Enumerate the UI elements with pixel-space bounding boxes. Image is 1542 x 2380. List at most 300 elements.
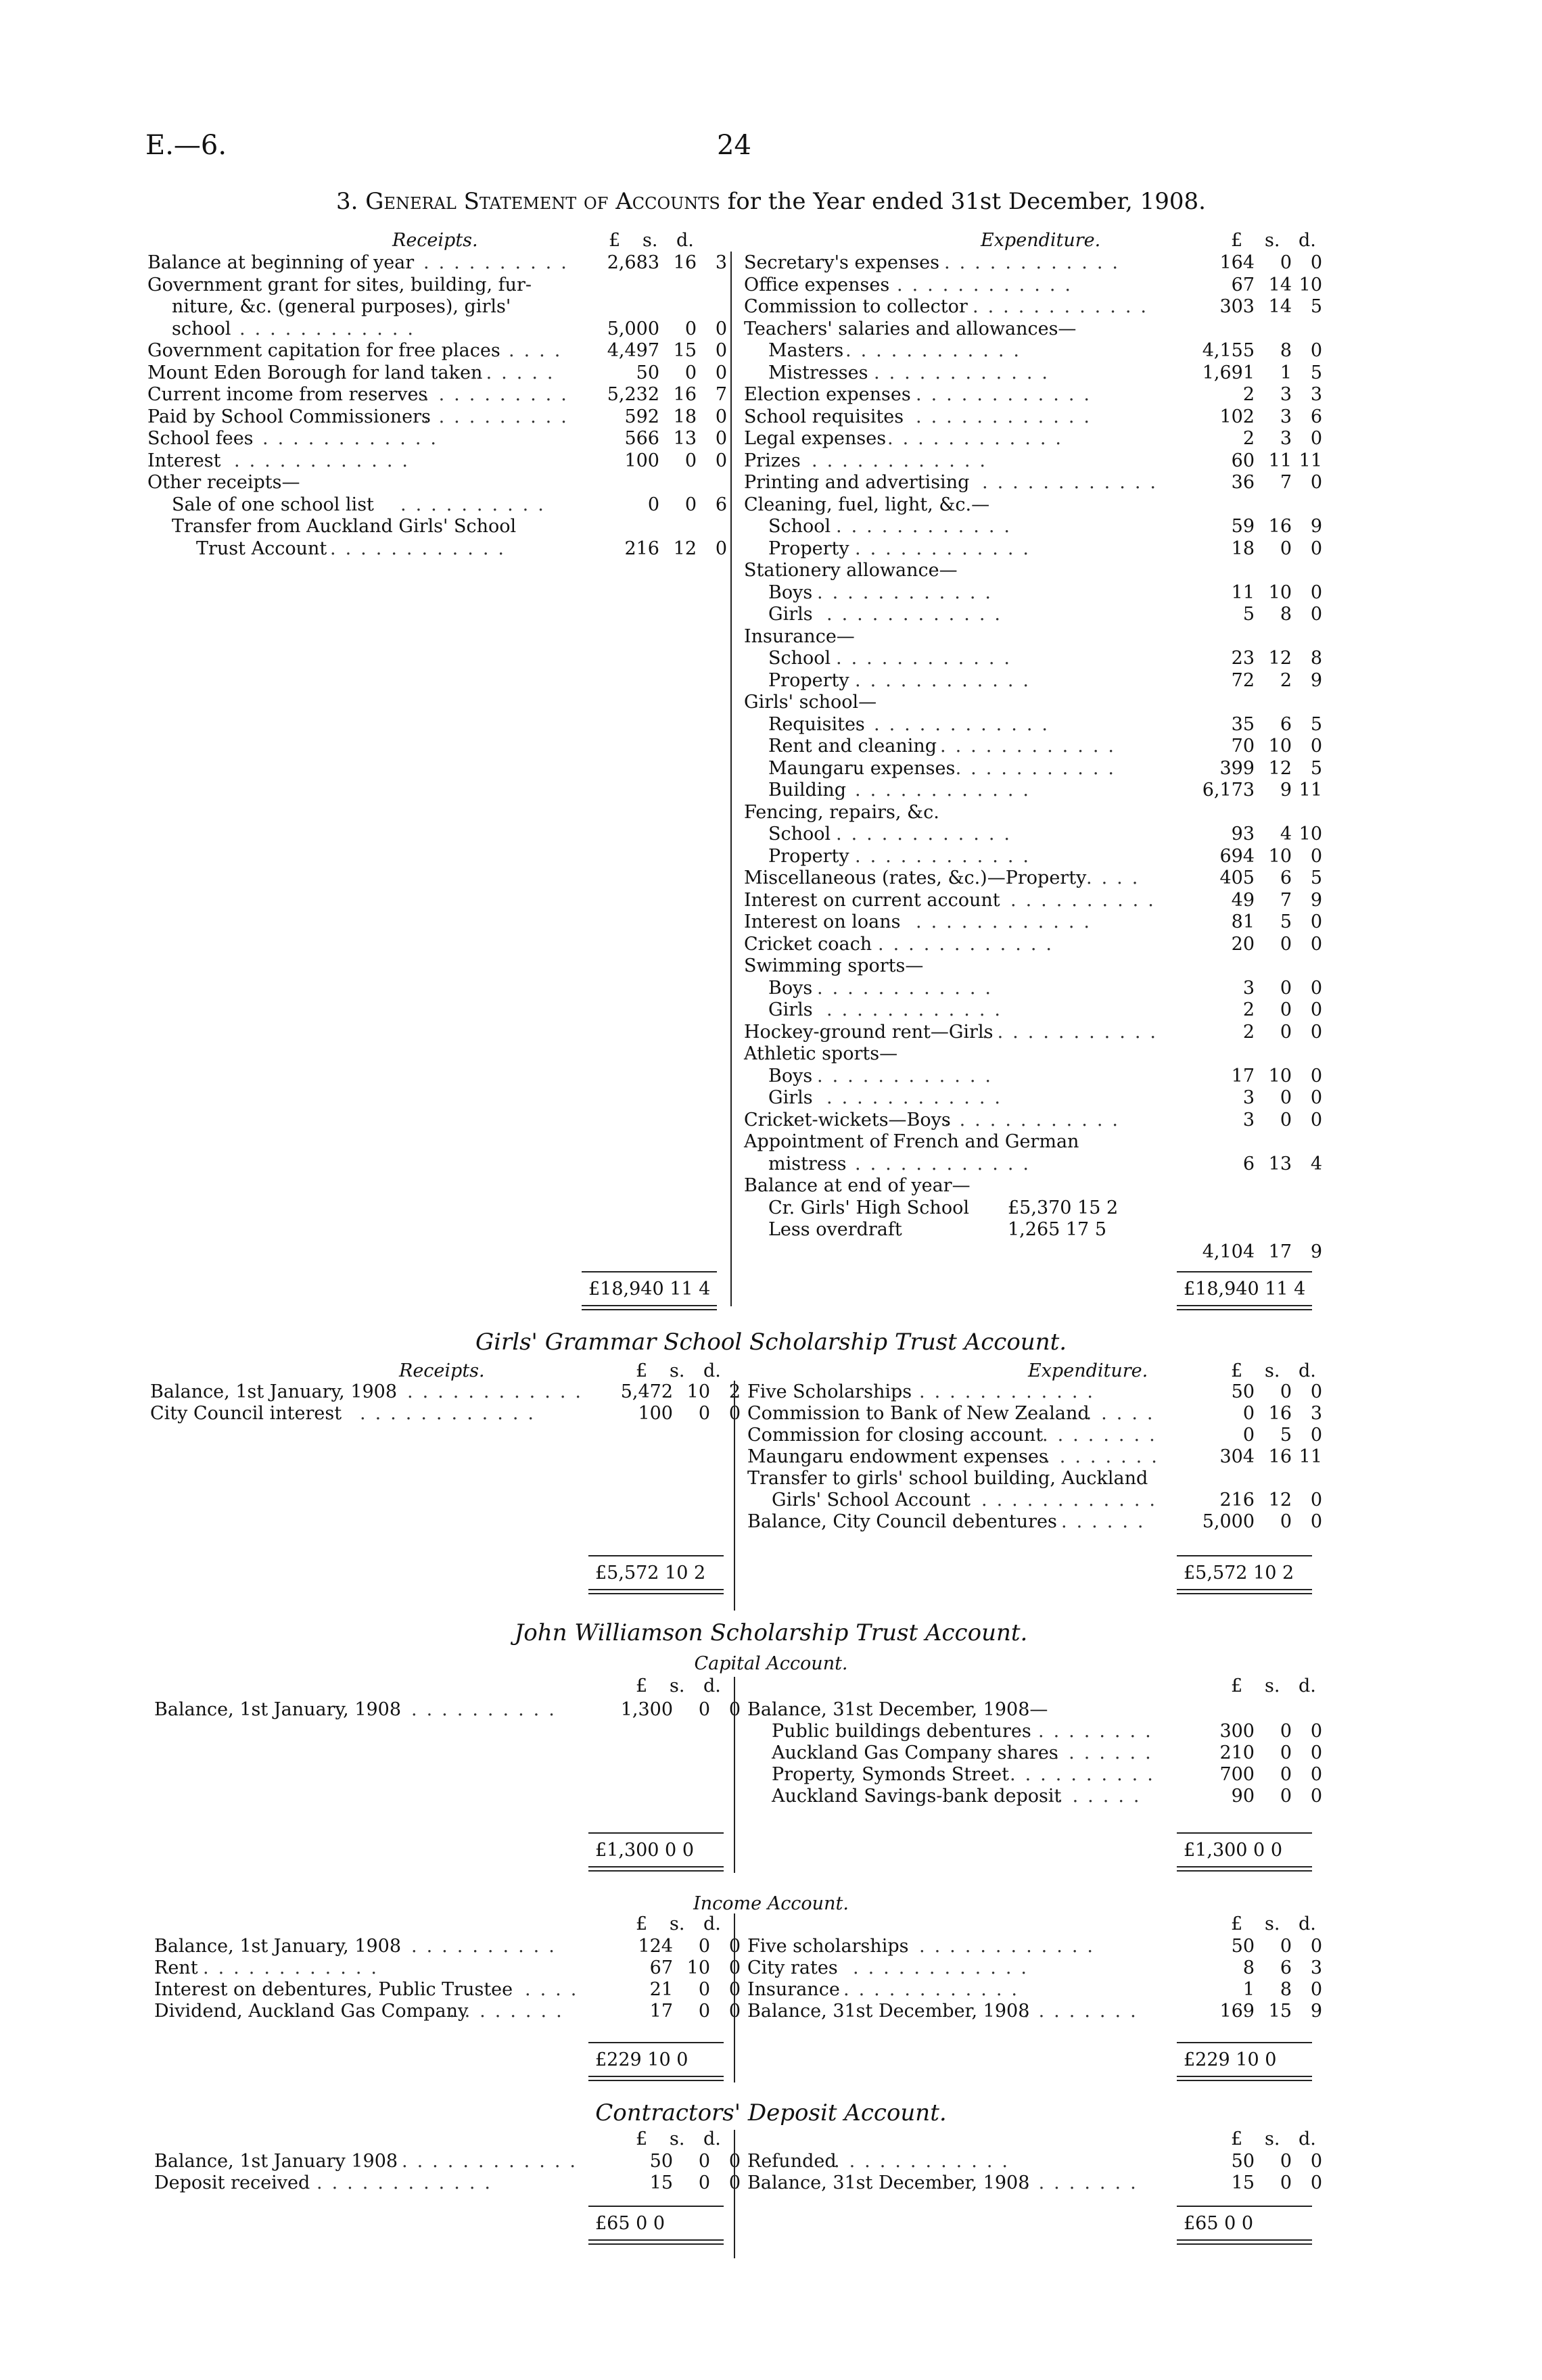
ledger-row-label: Government capitation for free places: [147, 340, 500, 361]
shillings-value: 0: [1280, 2151, 1292, 2172]
leader-dots: ............: [855, 538, 1038, 559]
pounds-value: 2,683: [607, 252, 659, 273]
shillings-value: 10: [1268, 1065, 1292, 1087]
pence-value: 0: [1310, 1021, 1322, 1043]
leader-dots: ..........: [1014, 1446, 1167, 1467]
leader-dots: ............: [826, 999, 1010, 1020]
leader-dots: ..........: [400, 494, 553, 515]
pounds-value: 67: [1231, 274, 1255, 295]
pence-value: 2: [728, 1381, 741, 1402]
contractors-title: Contractors' Deposit Account.: [595, 2099, 947, 2126]
unit-shillings: s.: [670, 2128, 685, 2149]
pence-value: 9: [1310, 889, 1322, 911]
amount: [1177, 1446, 1322, 1469]
pounds-value: 59: [1231, 516, 1255, 537]
ledger-row-label: Miscellaneous (rates, &c.)—Property: [744, 867, 1087, 888]
income-total-expenditure-rule-bottom2: [1177, 2080, 1312, 2081]
pounds-value: 100: [624, 450, 659, 471]
pounds-value: 1,300: [620, 1699, 673, 1720]
shillings-value: 0: [698, 1979, 710, 2000]
ledger-row-label: Teachers' salaries and allowances—: [744, 318, 1077, 339]
contractors-total-expenditure: £65 0 0: [1184, 2213, 1254, 2234]
pence-value: 11: [1299, 1446, 1322, 1467]
leader-dots: ..........: [411, 1699, 564, 1720]
ledger-row-label: School requisites: [744, 406, 904, 427]
pence-value: 6: [1310, 406, 1322, 427]
ledger-row-label: Office expenses: [744, 274, 890, 295]
income-total-receipts-rule-bottom: [588, 2076, 724, 2077]
ledger-row-label: Secretary's expenses: [744, 252, 939, 273]
amount: [1177, 1510, 1322, 1533]
ledger-row-label: mistress: [768, 1153, 847, 1174]
shillings-value: 12: [673, 538, 697, 559]
pence-value: 0: [1310, 1742, 1322, 1763]
amount: [1177, 647, 1322, 670]
shillings-value: 16: [1268, 1403, 1292, 1424]
shillings-value: 10: [1268, 581, 1292, 603]
shillings-value: 8: [1280, 340, 1292, 361]
pounds-value: 169: [1219, 2001, 1255, 2022]
ledger-row-label: Balance at beginning of year: [147, 252, 415, 273]
amount: [1177, 889, 1322, 912]
expenditure-heading: Expenditure.: [981, 230, 1101, 251]
ledger-row-label: Hockey-ground rent—Girls: [744, 1021, 994, 1043]
shillings-value: 0: [1280, 1721, 1292, 1742]
amount: [1177, 2150, 1322, 2173]
unit-pounds: £: [1231, 1360, 1243, 1381]
shillings-value: 16: [1268, 1446, 1292, 1467]
amount: [1177, 2000, 1322, 2023]
pounds-value: 35: [1231, 713, 1255, 735]
shillings-value: 3: [1280, 428, 1292, 449]
ledger-row-label: Insurance: [747, 1979, 840, 2000]
ledger-row-label: Property: [768, 845, 849, 867]
amount: [1177, 1381, 1322, 1404]
ledger-row-label: Mount Eden Borough for land taken: [147, 362, 483, 383]
shillings-value: 0: [684, 362, 697, 383]
shillings-value: 0: [1280, 252, 1292, 273]
ledger-row-label: Balance, 31st December, 1908—: [747, 1699, 1048, 1720]
pounds-value: 2: [1242, 428, 1255, 449]
leader-dots: ............: [919, 1381, 1102, 1402]
pounds-value: 0: [1242, 1403, 1255, 1424]
leader-dots: ........: [449, 2001, 571, 2022]
pence-value: 0: [715, 318, 727, 339]
leader-dots: ............: [836, 824, 1019, 844]
unit-pence: d.: [703, 1913, 721, 1934]
pence-value: 0: [1310, 1721, 1322, 1742]
shillings-value: 7: [1280, 472, 1292, 493]
ledger-row-label: Balance, 1st January, 1908: [154, 1936, 402, 1957]
girls-center-rule: [734, 1381, 735, 1611]
capital-total-receipts-rule-top: [588, 1832, 724, 1834]
amount: [1177, 1935, 1322, 1958]
ledger-row-label: Current income from reserves: [147, 384, 428, 405]
leader-dots: ............: [239, 318, 423, 339]
leader-dots: ....: [1086, 867, 1148, 888]
ledger-row-label: Refunded: [747, 2151, 837, 2172]
pence-value: 0: [728, 2001, 741, 2022]
leader-dots: ............: [845, 340, 1029, 361]
leader-dots: ..........: [1010, 1764, 1163, 1785]
shillings-value: 0: [1280, 1742, 1292, 1763]
pounds-value: 11: [1231, 581, 1255, 603]
capital-total-expenditure-rule-bottom: [1177, 1866, 1312, 1867]
amount: [1177, 867, 1322, 890]
ledger-row-label: Girls: [768, 999, 813, 1020]
pence-value: 0: [1310, 1979, 1322, 2000]
unit-pounds: £: [1231, 1675, 1243, 1696]
contractors-center-rule: [734, 2130, 735, 2258]
girls-total-receipts: £5,572 10 2: [595, 1563, 706, 1584]
pence-value: 0: [1310, 252, 1322, 273]
shillings-value: 12: [1268, 757, 1292, 779]
pounds-value: 0: [1242, 1425, 1255, 1446]
pounds-value: 0: [647, 494, 659, 515]
shillings-value: 7: [1280, 889, 1292, 911]
pence-value: 9: [1310, 516, 1322, 537]
pounds-value: 300: [1219, 1721, 1255, 1742]
contractors-total-receipts-rule-bottom: [588, 2239, 724, 2241]
shillings-value: 0: [1280, 977, 1292, 999]
pence-value: 5: [1310, 296, 1322, 317]
shillings-value: 16: [1268, 516, 1292, 537]
amount: [595, 1978, 741, 2001]
unit-pence: d.: [703, 1675, 721, 1696]
contractors-total-receipts: £65 0 0: [595, 2213, 665, 2234]
amount: [595, 1402, 741, 1425]
general-statement-title: [0, 188, 1542, 215]
pounds-value: 5,232: [607, 384, 659, 405]
pence-value: 11: [1299, 450, 1322, 471]
pence-value: 0: [728, 1936, 741, 1957]
leader-dots: ......: [1071, 1403, 1163, 1424]
pence-value: 0: [1310, 1936, 1322, 1957]
pounds-value: 164: [1219, 252, 1255, 273]
leader-dots: ............: [855, 1153, 1038, 1174]
shillings-value: 0: [1280, 1786, 1292, 1807]
ledger-row-label: City rates: [747, 1957, 838, 1978]
leader-dots: ............: [407, 1381, 590, 1402]
pounds-value: 17: [649, 2001, 673, 2022]
ledger-row-label: Requisites: [768, 713, 865, 735]
pounds-value: 23: [1231, 648, 1255, 669]
ledger-row-label: Prizes: [744, 450, 801, 471]
pence-value: 0: [728, 1403, 741, 1424]
center-column-rule: [730, 252, 732, 1306]
girls-trust-title: Girls' Grammar School Scholarship Trust Account.: [475, 1329, 1067, 1356]
amount: [1177, 933, 1322, 956]
general-total-receipts-rule-bottom: [582, 1305, 717, 1306]
unit-pence: d.: [1299, 1913, 1316, 1934]
amount: [1177, 911, 1322, 934]
unit-shillings: s.: [1265, 1675, 1280, 1696]
shillings-value: 0: [698, 2151, 710, 2172]
pounds-value: 8: [1242, 1957, 1255, 1978]
amount: [595, 1698, 741, 1721]
pounds-value: 1,691: [1202, 362, 1255, 383]
pounds-value: 1: [1242, 1979, 1255, 2000]
ledger-row-label: Government grant for sites, building, fur-: [147, 274, 532, 295]
pounds-value: 304: [1219, 1446, 1255, 1467]
contractors-total-expenditure-rule-bottom2: [1177, 2243, 1312, 2245]
leader-dots: ............: [916, 406, 1099, 427]
williamson-title: John Williamson Scholarship Trust Account.: [514, 1619, 1028, 1646]
pounds-value: 15: [1231, 2172, 1255, 2193]
pounds-value: 100: [638, 1403, 673, 1424]
pence-value: 5: [1310, 713, 1322, 735]
shillings-value: 0: [684, 494, 697, 515]
pounds-value: 3: [1242, 1109, 1255, 1130]
ledger-row-label: Property, Symonds Street: [772, 1764, 1009, 1785]
leader-dots: ............: [843, 1979, 1027, 2000]
pounds-value: 5: [1242, 604, 1255, 625]
general-total-receipts-rule-top: [582, 1271, 717, 1272]
pence-value: 4: [1310, 1153, 1322, 1174]
unit-shillings: s.: [1265, 2128, 1280, 2149]
leader-dots: ............: [853, 1957, 1036, 1978]
leader-dots: ............: [878, 933, 1061, 955]
pence-value: 0: [715, 538, 727, 559]
ledger-row-label: Stationery allowance—: [744, 560, 958, 581]
amount: [1177, 735, 1322, 758]
general-total-expenditure: £18,940 11 4: [1184, 1279, 1306, 1300]
unit-shillings: s.: [670, 1675, 685, 1696]
leader-dots: ............: [982, 1021, 1165, 1043]
income-total-receipts-rule-top: [588, 2042, 724, 2043]
pence-value: 0: [715, 428, 727, 449]
capital-total-expenditure-rule-top: [1177, 1832, 1312, 1834]
leader-dots: ............: [817, 1065, 1000, 1087]
amount: [582, 406, 727, 429]
ledger-row-label: Five Scholarships: [747, 1381, 912, 1402]
ledger-row-label: Girls: [768, 1087, 813, 1108]
ledger-row-label: Cricket coach: [744, 933, 872, 955]
leader-dots: ............: [855, 845, 1038, 867]
general-total-expenditure-rule-bottom: [1177, 1305, 1312, 1306]
pounds-value: 4,155: [1202, 340, 1255, 361]
ledger-row-label: City Council interest: [150, 1403, 342, 1424]
amount: [1177, 757, 1322, 780]
ledger-row-label: Auckland Savings-bank deposit: [772, 1786, 1062, 1807]
pence-value: 0: [728, 2172, 741, 2193]
pounds-value: 3: [1242, 1087, 1255, 1108]
leader-dots: ............: [919, 1936, 1102, 1957]
shillings-value: 10: [1268, 736, 1292, 757]
amount: [1177, 1957, 1322, 1980]
shillings-value: 12: [1268, 648, 1292, 669]
ledger-row-label: Less overdraft: [768, 1219, 902, 1240]
leader-dots: ............: [402, 2151, 585, 2172]
shillings-value: 15: [1268, 2001, 1292, 2022]
amount: [595, 1935, 741, 1958]
ledger-row-label: Maungaru endowment expenses: [747, 1446, 1048, 1467]
leader-dots: ............: [234, 450, 417, 471]
ledger-row-label: Other receipts—: [147, 472, 300, 493]
pence-value: 5: [1310, 757, 1322, 779]
ledger-row-label: Property: [768, 538, 849, 559]
general-total-receipts: £18,940 11 4: [588, 1279, 711, 1300]
leader-dots: ......: [1057, 1786, 1149, 1807]
pounds-value: 70: [1231, 736, 1255, 757]
ledger-row-label: Balance, City Council debentures: [747, 1511, 1057, 1532]
ledger-row-label: School: [768, 648, 831, 669]
ledger-row-label: Insurance—: [744, 625, 855, 647]
leader-dots: ............: [817, 581, 1000, 603]
ledger-row-label: Cleaning, fuel, light, &c.—: [744, 494, 990, 515]
capital-total-expenditure: £1,300 0 0: [1184, 1840, 1282, 1861]
ledger-row-label: Dividend, Auckland Gas Company: [154, 2001, 469, 2022]
shillings-value: 15: [673, 340, 697, 361]
amount: [1177, 471, 1322, 494]
amount: [1177, 1424, 1322, 1447]
girls-receipts-heading: Receipts.: [399, 1360, 485, 1381]
pounds-value: 60: [1231, 450, 1255, 471]
shillings-value: 12: [1268, 1490, 1292, 1510]
pence-value: 6: [715, 494, 727, 515]
shillings-value: 6: [1280, 867, 1292, 888]
girls-total-expenditure-rule-bottom2: [1177, 1593, 1312, 1594]
pence-value: 11: [1299, 780, 1322, 801]
unit-shillings: s.: [670, 1913, 685, 1934]
pounds-value: 4,104: [1202, 1241, 1255, 1262]
contractors-total-expenditure-rule-top: [1177, 2206, 1312, 2207]
shillings-value: 10: [686, 1381, 710, 1402]
leader-dots: ..........: [411, 1936, 564, 1957]
amount: [582, 339, 727, 362]
ledger-row-label: Athletic sports—: [744, 1043, 898, 1064]
pence-value: 5: [1310, 867, 1322, 888]
ledger-row-label: Interest on current account: [744, 889, 1000, 911]
leader-dots: ............: [916, 911, 1099, 932]
unit-pence: d.: [703, 2128, 721, 2149]
amount: [1177, 1763, 1322, 1786]
shillings-value: 14: [1268, 296, 1292, 317]
pounds-value: 72: [1231, 669, 1255, 691]
income-total-receipts: £229 10 0: [595, 2049, 688, 2070]
shillings-value: 8: [1280, 604, 1292, 625]
leader-dots: ............: [262, 428, 446, 449]
pence-value: 0: [715, 362, 727, 383]
ledger-row-label: Swimming sports—: [744, 955, 924, 976]
pence-value: 7: [715, 384, 727, 405]
amount: [1177, 1109, 1322, 1132]
ledger-row-label: Legal expenses: [744, 428, 887, 449]
amount: [582, 538, 727, 561]
pence-value: 9: [1310, 669, 1322, 691]
amount: [1177, 1153, 1322, 1176]
ledger-row-label: Cricket-wickets—Boys: [744, 1109, 951, 1130]
ledger-row-label: School fees: [147, 428, 254, 449]
pence-value: 0: [715, 450, 727, 471]
amount: [595, 1957, 741, 1980]
pounds-value: 6,173: [1202, 780, 1255, 801]
capital-center-rule: [734, 1677, 735, 1873]
shillings-value: 10: [686, 1957, 710, 1978]
girls-total-receipts-rule-top: [588, 1555, 724, 1556]
leader-dots: ..........: [423, 252, 576, 273]
amount: [1177, 713, 1322, 736]
leader-dots: ............: [874, 362, 1057, 383]
ledger-row-label: Printing and advertising: [744, 472, 970, 493]
leader-dots: ..........: [1010, 889, 1163, 911]
shillings-value: 5: [1280, 911, 1292, 932]
shillings-value: 14: [1268, 274, 1292, 295]
ledger-row-label: Boys: [768, 581, 813, 603]
ledger-row-label: Transfer to girls' school building, Auckland: [747, 1468, 1148, 1489]
pence-value: 0: [1310, 933, 1322, 955]
leader-dots: ............: [812, 450, 995, 471]
pence-value: 0: [1310, 845, 1322, 867]
pounds-value: 694: [1219, 845, 1255, 867]
ledger-row-label: Auckland Gas Company shares: [772, 1742, 1058, 1763]
ledger-row-label: Maungaru expenses: [768, 757, 956, 779]
unit-pounds: £: [636, 1360, 648, 1381]
ledger-row-label: Commission to collector: [744, 296, 968, 317]
pence-value: 10: [1299, 274, 1322, 295]
shillings-value: 9: [1280, 780, 1292, 801]
capital-total-expenditure-rule-bottom2: [1177, 1870, 1312, 1872]
unit-pence: d.: [1299, 1675, 1316, 1696]
ledger-row-label: Transfer from Auckland Girls' School: [172, 516, 517, 537]
ledger-row-label: Interest: [147, 450, 221, 471]
shillings-value: 3: [1280, 384, 1292, 405]
leader-dots: ............: [826, 1087, 1010, 1108]
leader-dots: ....: [525, 1979, 586, 2000]
ledger-row-label: Commission to Bank of New Zealand: [747, 1403, 1090, 1424]
pounds-value: 592: [624, 406, 659, 427]
capital-total-receipts: £1,300 0 0: [595, 1840, 694, 1861]
girls-total-expenditure-rule-bottom: [1177, 1589, 1312, 1590]
amount: [582, 427, 727, 450]
leader-dots: ............: [834, 2151, 1017, 2172]
capital-total-receipts-rule-bottom2: [588, 1870, 724, 1872]
pounds-value: 50: [1231, 1381, 1255, 1402]
amount: [1177, 427, 1322, 450]
ledger-row-label: Girls' school—: [744, 692, 877, 713]
shillings-value: 1: [1280, 362, 1292, 383]
pence-value: 0: [715, 406, 727, 427]
amount: [1177, 1720, 1322, 1743]
pence-value: 0: [715, 340, 727, 361]
income-total-expenditure-rule-top: [1177, 2042, 1312, 2043]
ledger-row-label: Property: [768, 669, 849, 691]
pounds-value: 216: [624, 538, 659, 559]
pence-value: 0: [728, 1957, 741, 1978]
leader-dots: ............: [203, 1957, 386, 1978]
ledger-row-label: Masters: [768, 340, 844, 361]
pounds-value: 405: [1219, 867, 1255, 888]
unit-pounds: £: [636, 1913, 648, 1934]
pence-value: 0: [1310, 472, 1322, 493]
amount: [595, 2150, 741, 2173]
ledger-row-label: Balance, 31st December, 1908: [747, 2172, 1030, 2193]
shillings-value: 16: [673, 384, 697, 405]
pounds-value: 20: [1231, 933, 1255, 955]
leader-dots: ............: [944, 252, 1127, 273]
pounds-value: 3: [1242, 977, 1255, 999]
shillings-value: 3: [1280, 406, 1292, 427]
general-total-expenditure-rule-top: [1177, 1271, 1312, 1272]
amount: [1177, 845, 1322, 868]
ledger-row-label: Balance, 31st December, 1908: [747, 2001, 1030, 2022]
leader-dots: ............: [330, 538, 513, 559]
leader-dots: ............: [855, 669, 1038, 691]
ledger-row-label: Balance, 1st January, 1908: [154, 1699, 402, 1720]
shillings-value: 0: [1280, 1936, 1292, 1957]
shillings-value: 0: [1280, 1511, 1292, 1532]
pounds-value: 5,000: [1202, 1511, 1255, 1532]
